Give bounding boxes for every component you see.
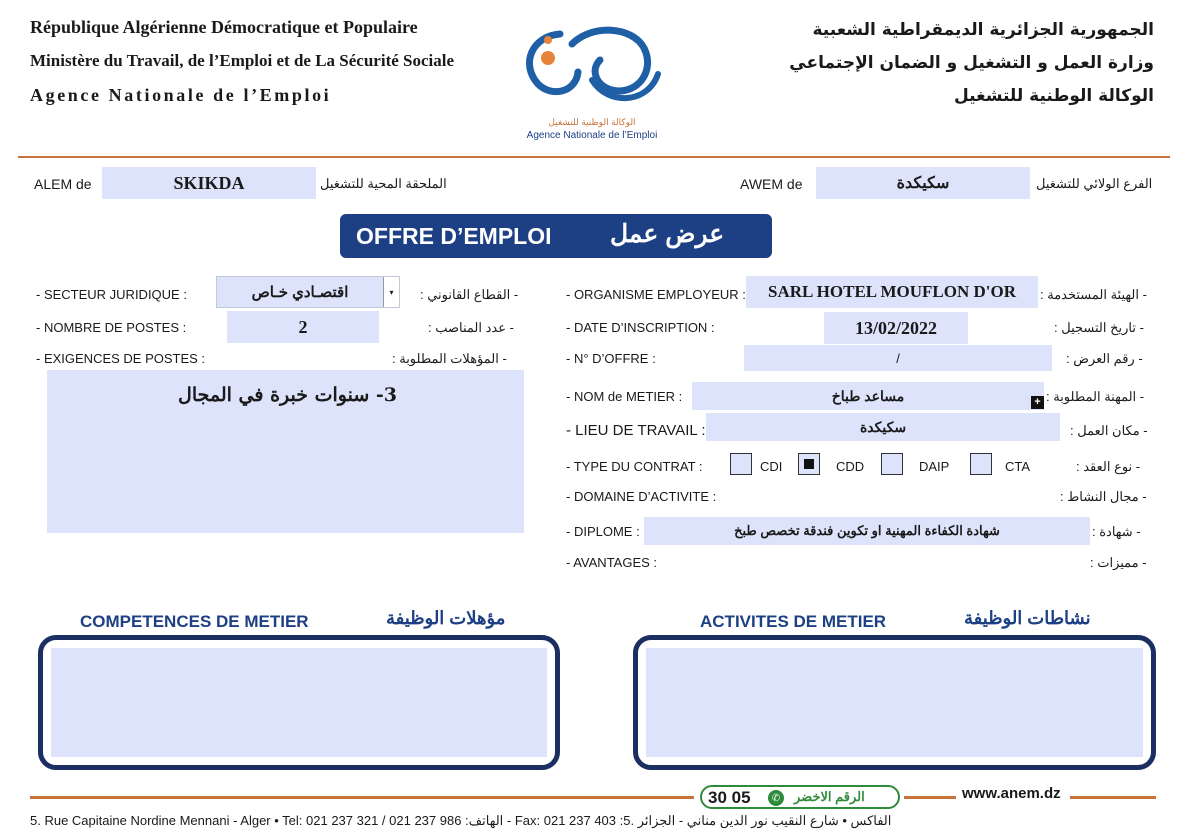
phone-icon: ✆ [768, 790, 784, 806]
checkbox-cta[interactable] [970, 453, 992, 475]
header-ar [694, 14, 1154, 113]
header-fr [30, 10, 500, 112]
website-link[interactable]: www.anem.dz [962, 785, 1061, 802]
diplome-label: - DIPLOME : [566, 524, 640, 539]
awem-label: AWEM de [740, 176, 803, 192]
domaine-label-ar: - مجال النشاط : [1060, 489, 1147, 504]
checkbox-cdd-label: CDD [836, 459, 865, 474]
alem-label-ar: الملحقة المحية للتشغيل [320, 176, 447, 191]
secteur-label: - SECTEUR JURIDIQUE : [36, 287, 187, 302]
anem-logo-icon [512, 14, 672, 110]
awem-label-ar: الفرع الولائي للتشغيل [1036, 176, 1153, 191]
contrat-label-ar: - نوع العقد : [1076, 459, 1141, 474]
green-number: 30 05 [708, 788, 751, 807]
chevron-down-icon[interactable]: ▾ [383, 277, 399, 307]
organisme-label-ar: - الهيئة المستخدمة : [1040, 287, 1147, 302]
metier-value: مساعد طباخ [692, 382, 1044, 410]
agency-fr: Agence Nationale de l’Emploi [30, 85, 332, 105]
activites-title: ACTIVITES DE METIER [700, 612, 887, 631]
header-divider [18, 156, 1170, 158]
agency-ar: الوكالة الوطنية للتشغيل [953, 86, 1154, 106]
exigences-box [47, 370, 524, 533]
alem-label: ALEM de [34, 176, 92, 192]
republic-fr: République Algérienne Démocratique et Populaire [30, 17, 418, 37]
activites-box [633, 635, 1156, 770]
date-label: - DATE D’INSCRIPTION : [566, 320, 715, 335]
metier-label-ar: - المهنة المطلوبة : [1046, 389, 1145, 404]
ministry-ar: وزارة العمل و التشغيل و الضمان الإجتماعي [789, 53, 1154, 73]
lieu-label: - LIEU DE TRAVAIL : [566, 422, 706, 439]
banner-title-fr: OFFRE D’EMPLOI [356, 223, 552, 249]
checkbox-cta-label: CTA [1005, 459, 1031, 474]
footer-line-left [30, 796, 694, 799]
metier-label: - NOM de METIER : [566, 389, 683, 404]
organisme-label: - ORGANISME EMPLOYEUR : [566, 287, 746, 302]
avantages-label: - AVANTAGES : [566, 555, 658, 570]
exigences-label: - EXIGENCES DE POSTES : [36, 351, 206, 366]
postes-label-ar: - عدد المناصب : [428, 320, 514, 335]
exigences-label-ar: - المؤهلات المطلوبة : [392, 351, 507, 366]
domaine-label: - DOMAINE D’ACTIVITE : [566, 489, 717, 504]
avantages-label-ar: - مميزات : [1090, 555, 1147, 570]
offer-banner [340, 214, 772, 258]
activites-title-ar: نشاطات الوظيفة [964, 608, 1091, 628]
organisme-value: SARL HOTEL MOUFLON D'OR [746, 276, 1038, 308]
checkbox-cdi-label: CDI [760, 459, 783, 474]
banner-title-ar: عرض عمل [610, 220, 725, 248]
contrat-label: - TYPE DU CONTRAT : [566, 459, 703, 474]
footer-line-right [1070, 796, 1156, 799]
offre-value: / [744, 345, 1052, 371]
offre-label-ar: - رقم العرض : [1066, 351, 1143, 366]
republic-ar: الجمهورية الجزائرية الديمقراطية الشعبية [812, 20, 1154, 40]
checkbox-daip-label: DAIP [919, 459, 950, 474]
alem-value: SKIKDA [102, 167, 316, 199]
lieu-label-ar: - مكان العمل : [1070, 423, 1148, 438]
competences-title: COMPETENCES DE METIER [80, 612, 309, 631]
ministry-fr: Ministère du Travail, de l’Emploi et de La Sécurité Sociale [30, 51, 455, 70]
diplome-value: شهادة الكفاءة المهنية او تكوين فندقة تخصص طبخ [644, 517, 1090, 545]
lieu-value: سكيكدة [706, 413, 1060, 441]
checkbox-cdd[interactable] [798, 453, 820, 475]
footer-line-mid [904, 796, 956, 799]
date-value: 13/02/2022 [824, 312, 968, 344]
diplome-label-ar: - شهادة : [1092, 524, 1141, 539]
green-number-badge [700, 785, 900, 809]
footer-address: 5. Rue Capitaine Nordine Mennani - Alger • Tel: 021 237 321 / 021 237 986 :الهاتف - Fax: 021 237 403 :الفاكس • شارع النقيب نور الدين مناني - الجزائر .5 [30, 813, 892, 828]
checkbox-daip[interactable] [881, 453, 903, 475]
checkbox-cdi[interactable] [730, 453, 752, 475]
exigences-value: 3- سنوات خبرة في المجال [178, 384, 397, 406]
competences-box [38, 635, 560, 770]
secteur-value: اقتصـادي خـاص [251, 284, 349, 301]
postes-value: 2 [227, 311, 379, 343]
secteur-label-ar: - القطاع القانوني : [420, 287, 519, 302]
secteur-select[interactable] [216, 276, 400, 308]
offre-label: - N° D’OFFRE : [566, 351, 656, 366]
competences-title-ar: مؤهلات الوظيفة [386, 608, 506, 628]
logo-text-ar: الوكالة الوطنية للتشغيل [548, 117, 636, 127]
postes-label: - NOMBRE DE POSTES : [36, 320, 187, 335]
anem-logo [512, 14, 672, 144]
date-label-ar: - تاريخ التسجيل : [1054, 320, 1144, 335]
logo-text-fr: Agence Nationale de l’Emploi [526, 130, 658, 141]
green-label: الرقم الاخضر [794, 789, 865, 804]
awem-value: سكيكدة [816, 167, 1030, 199]
expand-plus-icon[interactable]: + [1031, 396, 1044, 409]
